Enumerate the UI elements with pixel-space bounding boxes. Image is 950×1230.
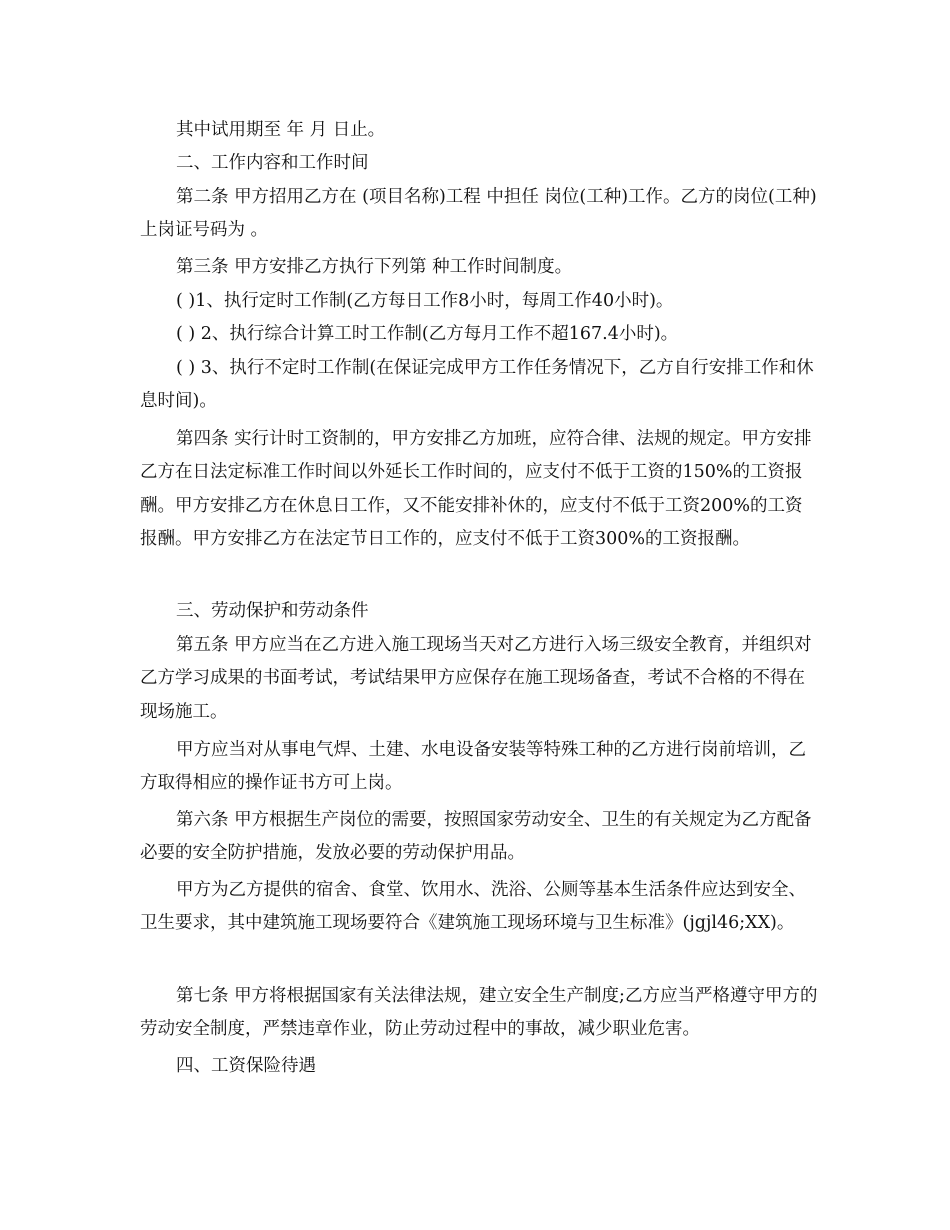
section-heading-4: 四、工资保险待遇 [176, 1056, 316, 1076]
article-7: 第七条 甲方将根据国家有关法律法规，建立安全生产制度;乙方应当严格遵守甲方的劳动安全制度，严禁违章作业，防止劳动过程中的事故，减少职业危害。 [140, 986, 818, 1040]
section-heading-2: 二、工作内容和工作时间 [176, 153, 369, 173]
article-6-living: 甲方为乙方提供的宿舍、食堂、饮用水、洗浴、公厕等基本生活条件应达到安全、卫生要求，其中建筑施工现场要符合《建筑施工现场环境与卫生标准》(jgjl46;XX)。 [140, 880, 806, 934]
article-3: 第三条 甲方安排乙方执行下列第 种工作时间制度。 [176, 257, 573, 277]
article-4: 第四条 实行计时工资制的，甲方安排乙方加班，应符合律、法规的规定。甲方安排乙方在日法定标准工作时间以外延长工作时间的，应支付不低于工资的150%的工资报酬。甲方安排乙方在休息日工作，又不能安排补休的，应支付不低于工资200%的工资报酬。甲方安排乙方在法定节日工作的，应支付不低于工资300%的工资报酬。 [140, 429, 812, 549]
section-heading-3: 三、劳动保护和劳动条件 [176, 601, 369, 621]
paragraph-probation: 其中试用期至 年 月 日止。 [176, 120, 386, 140]
article-5: 第五条 甲方应当在乙方进入施工现场当天对乙方进行入场三级安全教育，并组织对乙方学习成果的书面考试，考试结果甲方应保存在施工现场备查，考试不合格的不得在现场施工。 [140, 635, 812, 722]
option-1: ( )1、执行定时工作制(乙方每日工作8小时，每周工作40小时)。 [176, 291, 674, 311]
article-6: 第六条 甲方根据生产岗位的需要，按照国家劳动安全、卫生的有关规定为乙方配备必要的安全防护措施，发放必要的劳动保护用品。 [140, 810, 812, 864]
option-2: ( ) 2、执行综合计算工时工作制(乙方每月工作不超167.4小时)。 [176, 324, 679, 344]
option-3: ( ) 3、执行不定时工作制(在保证完成甲方工作任务情况下，乙方自行安排工作和休息时间)。 [140, 358, 814, 412]
article-2: 第二条 甲方招用乙方在 (项目名称)工程 中担任 岗位(工种)工作。乙方的岗位(工种)上岗证号码为 。 [140, 187, 817, 241]
article-5-training: 甲方应当对从事电气焊、土建、水电设备安装等特殊工种的乙方进行岗前培训，乙方取得相应的操作证书方可上岗。 [140, 740, 806, 794]
